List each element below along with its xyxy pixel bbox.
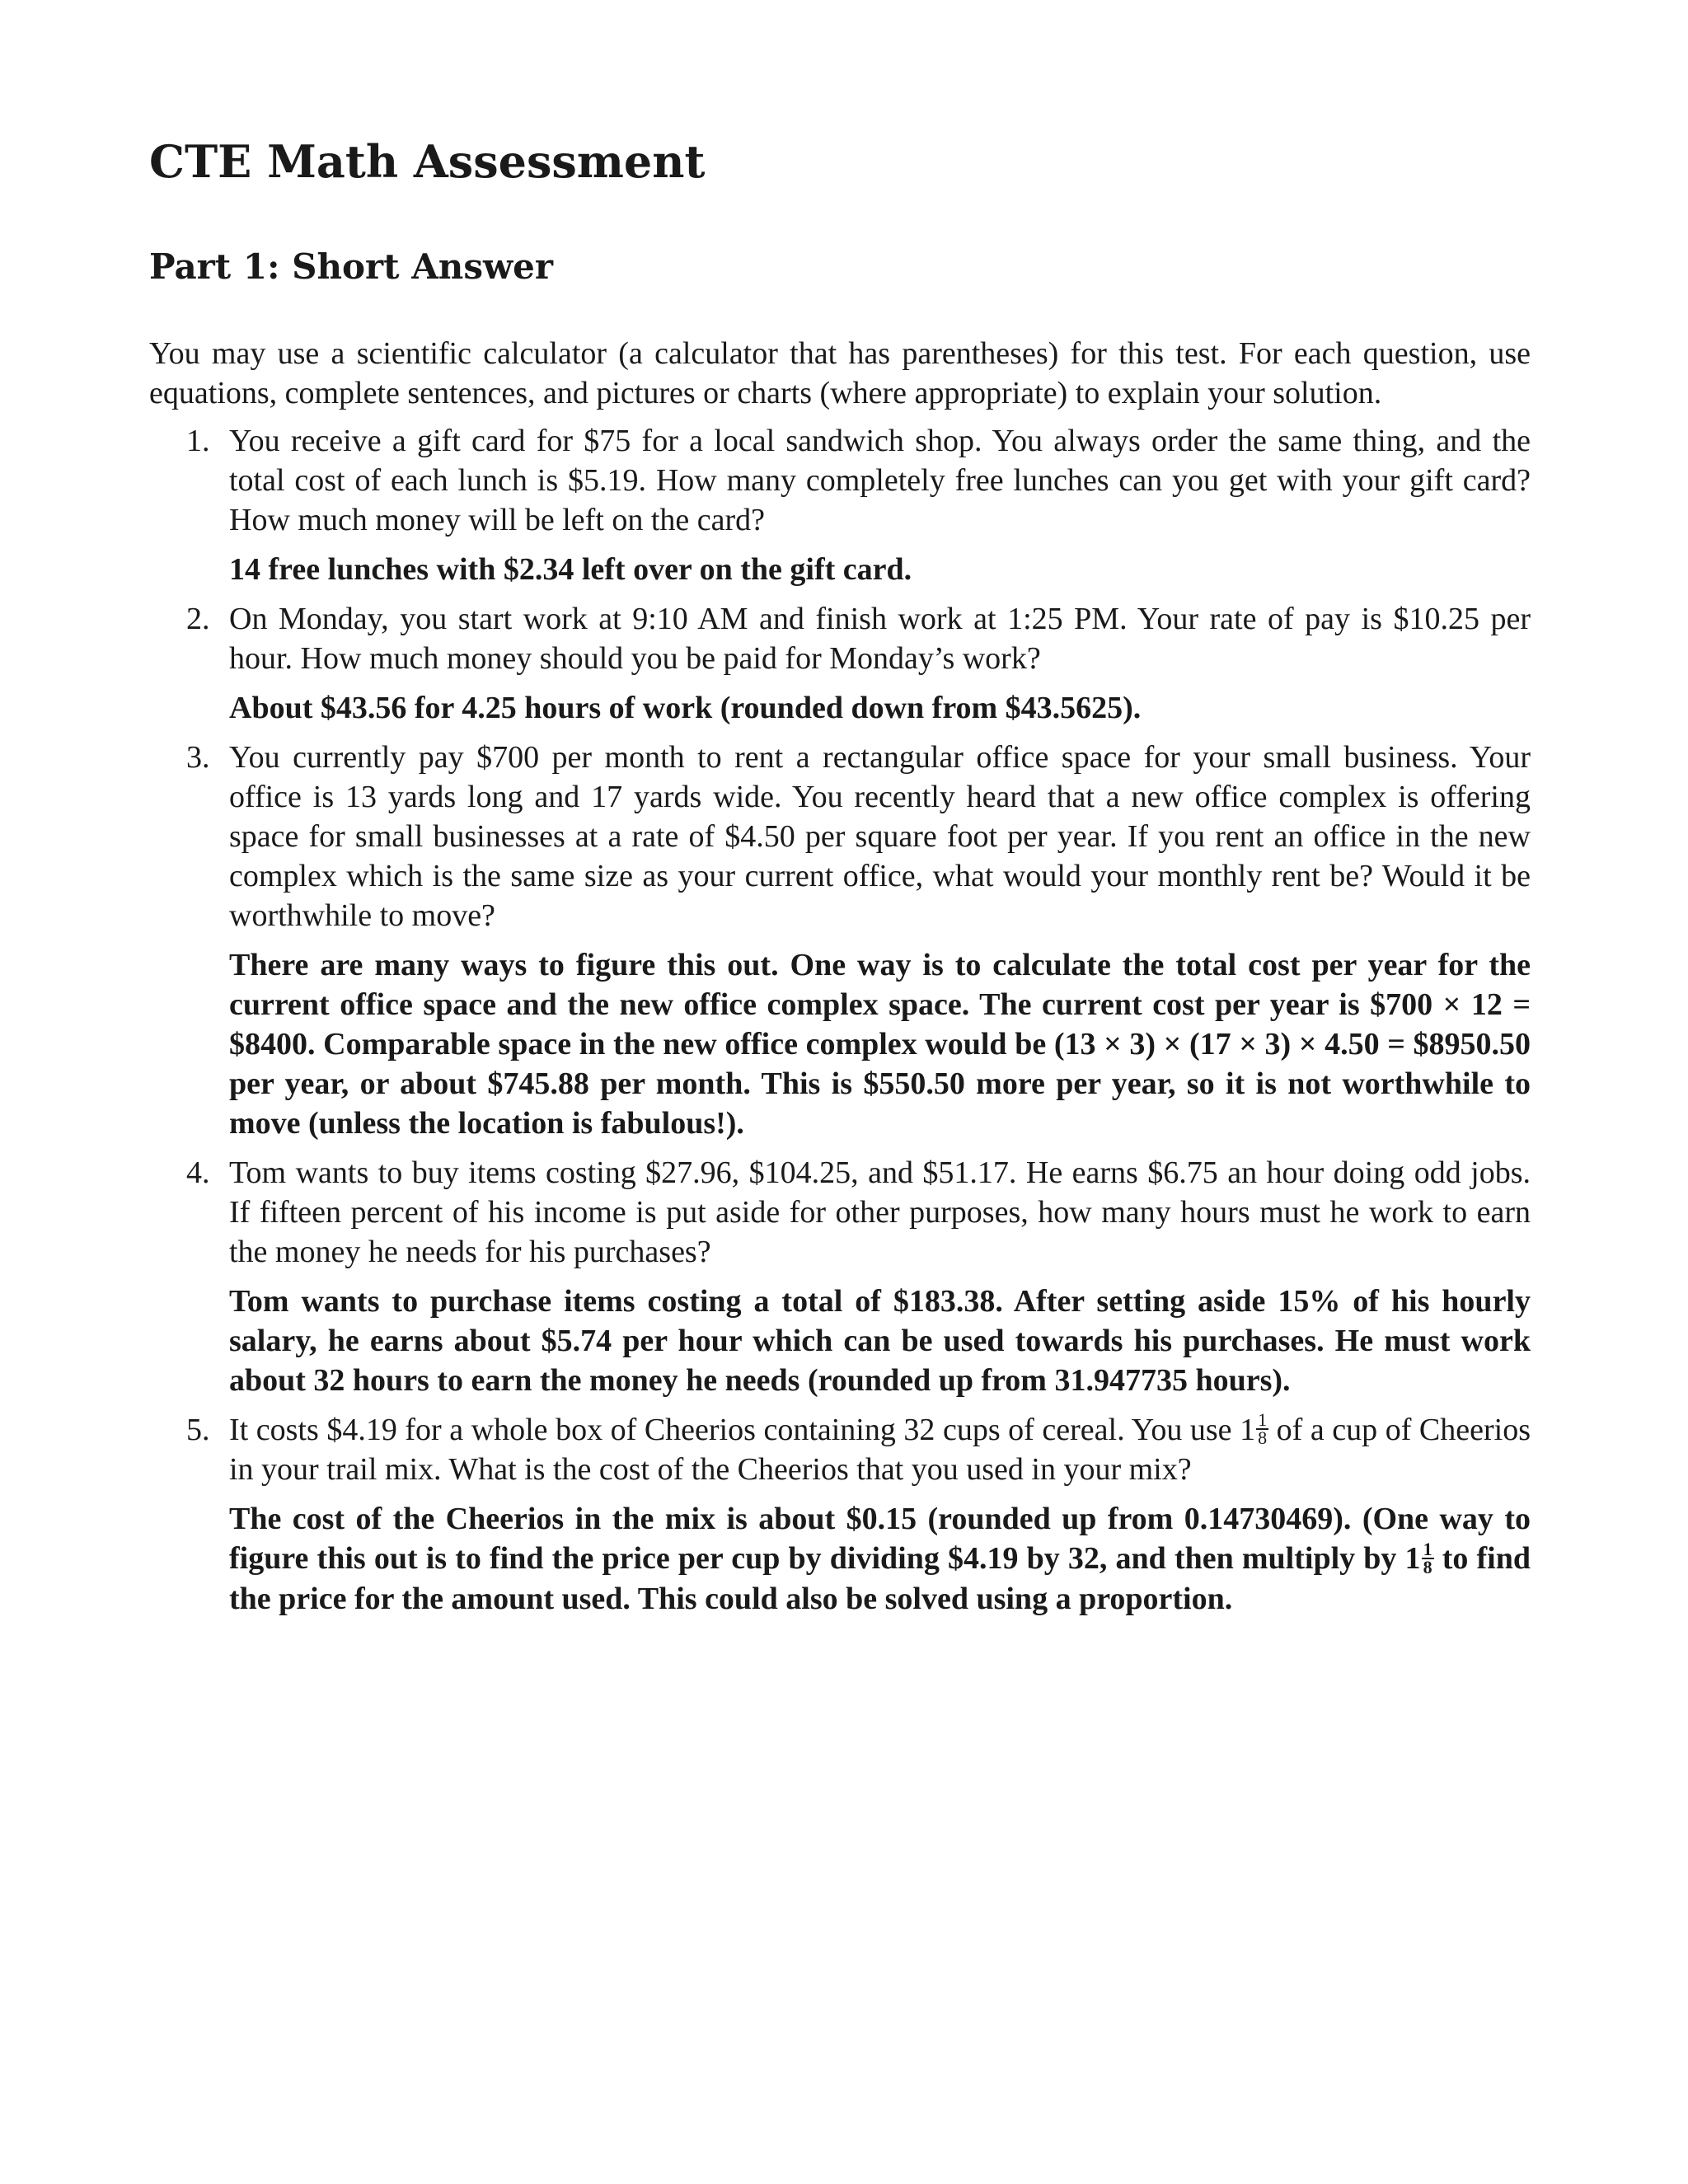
question-1 [149, 421, 1531, 589]
question-number: 2. [186, 602, 210, 637]
question-text [229, 1410, 1531, 1489]
question-text: Tom wants to buy items costing $27.96, $104.25, and $51.17. He earns $6.75 an hour doing odd jobs. If fifteen percent of his income is put aside for other purposes, how many hours must he work to earn the money he needs for his purchases? [229, 1155, 1531, 1270]
fraction-denominator: 8 [1258, 1427, 1268, 1449]
question-text: On Monday, you start work at 9:10 AM and finish work at 1:25 PM. Your rate of pay is $10.25 per hour. How much money should you be paid for Monday’s work? [229, 602, 1531, 677]
document-title: CTE Math Assessment [149, 135, 706, 188]
answer-text: About $43.56 for 4.25 hours of work (rounded down from $43.5625). [229, 691, 1142, 726]
question-2 [149, 599, 1531, 728]
question-5 [149, 1410, 1531, 1619]
question-text-part: of a cup of Cheerios in your trail mix. What is the cost of the Cheerios that you used in your mix? [229, 1413, 1531, 1488]
question-text: You currently pay $700 per month to rent a rectangular office space for your small business. Your office is 13 yards long and 17 yards wide. You recently heard that a new office complex is offering space for small businesses at a rate of $4.50 per square foot per year. If you rent an office in the new complex which is the same size as your current office, what would your monthly rent be? Would it be worthwhile to move? [229, 740, 1531, 934]
document-page [149, 124, 1531, 1629]
part-title: Part 1: Short Answer [149, 246, 553, 287]
answer-text-part: to find the price for the amount used. This could also be solved using a proportion. [229, 1541, 1531, 1616]
fraction-numerator: 1 [1423, 1538, 1432, 1559]
question-text-part: It costs $4.19 for a whole box of Cheerios containing 32 cups of cereal. You use 1 [229, 1413, 1256, 1448]
question-list [149, 421, 1531, 1619]
answer-text: There are many ways to figure this out. One way is to calculate the total cost per year for the current office space and the new office complex space. The current cost per year is $700 × 12 = $8400. Comparable space in the new office complex would be (13 × 3) × (17 × 3) × 4.50 = $8950.50 per year, or about $745.88 per month. This is $550.50 more per year, so it is not worthwhile to move (unless the location is fabulous!). [229, 948, 1531, 1141]
question-number: 3. [186, 740, 210, 776]
answer-text: 14 free lunches with $2.34 left over on the gift card. [229, 552, 912, 588]
fraction-denominator: 8 [1423, 1556, 1432, 1577]
question-3 [149, 738, 1531, 1143]
question-number: 4. [186, 1155, 210, 1191]
answer-text: Tom wants to purchase items costing a total of $183.38. After setting aside 15% of his hourly salary, he earns about $5.74 per hour which can be used towards his purchases. He must work about 32 hours to earn the money he needs (rounded up from 31.947735 hours). [229, 1284, 1531, 1399]
question-number: 5. [186, 1413, 210, 1448]
mixed-fraction [1422, 1538, 1434, 1577]
question-4 [149, 1153, 1531, 1400]
question-text: You receive a gift card for $75 for a local sandwich shop. You always order the same thing, and the total cost of each lunch is $5.19. How many completely free lunches can you get with your gift card? How much money will be left on the card? [229, 424, 1531, 538]
question-number: 1. [186, 424, 210, 459]
mixed-fraction [1256, 1409, 1268, 1449]
answer-text-part: The cost of the Cheerios in the mix is about $0.15 (rounded up from 0.14730469). (One way to figure this out is to find the price per cup by dividing $4.19 by 32, and then multiply by 1 [229, 1502, 1531, 1577]
fraction-numerator: 1 [1258, 1409, 1268, 1431]
answer-text [229, 1499, 1531, 1618]
instructions-paragraph: You may use a scientific calculator (a calculator that has parentheses) for this test. For each question, use equations, complete sentences, and pictures or charts (where appropriate) to explain your solution. [149, 336, 1531, 411]
